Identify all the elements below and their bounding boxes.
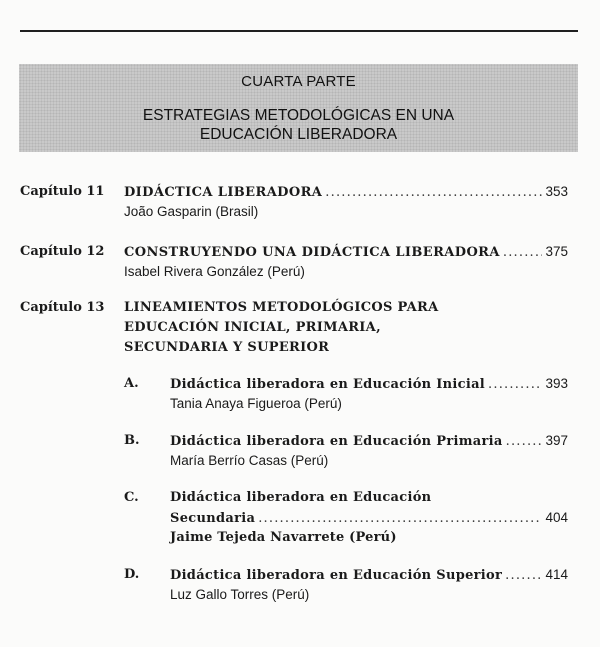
- chapter-author: Isabel Rivera González (Perú): [124, 264, 305, 279]
- dot-leader: [506, 434, 543, 449]
- dot-leader: [488, 377, 542, 392]
- chapter-author: João Gasparin (Brasil): [124, 204, 259, 219]
- section-letter: C.: [124, 490, 139, 505]
- chapter-title-line3[interactable]: SECUNDARIA Y SUPERIOR: [124, 340, 330, 355]
- chapter-title-line2[interactable]: EDUCACIÓN INICIAL, PRIMARIA,: [124, 320, 381, 335]
- section-title-line1[interactable]: Didáctica liberadora en Educación: [170, 490, 432, 505]
- section-title: Didáctica liberadora en Educación Primaria: [170, 434, 503, 449]
- top-rule: [20, 30, 578, 32]
- part-banner: [19, 64, 578, 152]
- page-number: 353: [545, 184, 568, 199]
- chapter-title-line[interactable]: [124, 244, 568, 260]
- section-letter: B.: [124, 433, 140, 448]
- chapter-title: DIDÁCTICA LIBERADORA: [124, 185, 323, 200]
- page-number: 375: [545, 244, 568, 259]
- section-author: Tania Anaya Figueroa (Perú): [170, 396, 342, 411]
- section-title-line[interactable]: [170, 433, 568, 449]
- chapter-number: Capítulo 13: [20, 300, 105, 315]
- section-letter: D.: [124, 567, 140, 582]
- chapter-number: Capítulo 12: [20, 244, 105, 259]
- dot-leader: [325, 185, 542, 200]
- section-title-line2: Secundaria: [170, 511, 256, 526]
- chapter-title: CONSTRUYENDO UNA DIDÁCTICA LIBERADORA: [124, 245, 500, 260]
- part-title-line1: ESTRATEGIAS METODOLÓGICAS EN UNA: [142, 107, 455, 124]
- section-title-line[interactable]: [170, 567, 568, 583]
- section-letter: A.: [124, 376, 139, 391]
- part-label: CUARTA PARTE: [241, 73, 356, 90]
- section-author: María Berrío Casas (Perú): [170, 453, 329, 468]
- dot-leader: [258, 511, 542, 526]
- section-title: Didáctica liberadora en Educación Superior: [170, 568, 503, 583]
- section-title-line[interactable]: [170, 510, 568, 526]
- section-author: Jaime Tejeda Navarrete (Perú): [170, 530, 397, 545]
- section-title: Didáctica liberadora en Educación Inicial: [170, 377, 486, 392]
- page-number: 393: [545, 376, 568, 391]
- page-number: 414: [545, 567, 568, 582]
- chapter-title-line[interactable]: [124, 184, 568, 200]
- page-number: 404: [545, 510, 568, 525]
- chapter-title-line1[interactable]: LINEAMIENTOS METODOLÓGICOS PARA: [124, 300, 439, 315]
- part-title-line2: EDUCACIÓN LIBERADORA: [199, 126, 398, 143]
- dot-leader: [505, 568, 542, 583]
- dot-leader: [503, 245, 543, 260]
- section-title-line[interactable]: [170, 376, 568, 392]
- section-author: Luz Gallo Torres (Perú): [170, 587, 310, 602]
- part-title: [19, 106, 578, 144]
- page-number: 397: [545, 433, 568, 448]
- chapter-number: Capítulo 11: [20, 184, 105, 199]
